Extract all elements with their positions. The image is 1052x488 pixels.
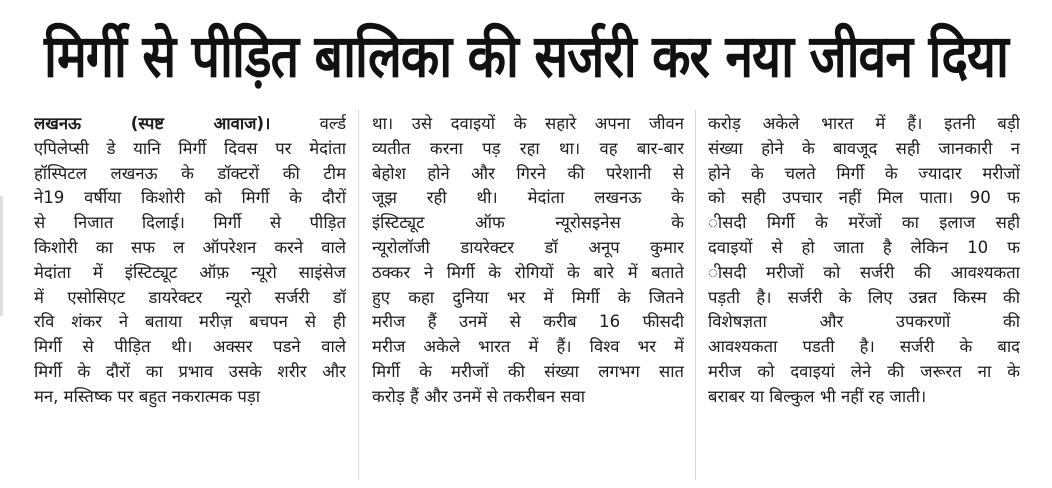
article-line: किशोरी का सफ ल ऑपरेशन करने वाले <box>34 237 346 257</box>
article-line: मिर्गी के मरीजों की संख्या लगभग सात <box>372 361 684 381</box>
article-line: न्यूरोलॉजी डायरेक्टर डॉ अनूप कुमार <box>372 237 684 257</box>
article-line: इंस्टिट्यूट ऑफ न्यूरोसइनेस के <box>372 213 684 233</box>
article-line: दवाइयों से हो जाता है लेकिन 10 फ <box>708 237 1020 257</box>
column-divider <box>695 110 696 480</box>
article-line: ीसदी मरीजों को सर्जरी की आवश्यकता <box>708 262 1020 282</box>
article-line: मरीज अकेले भारत में हैं। विश्व भर में <box>372 337 684 357</box>
article-line: करोड़ हैं और उनमें से तकरीबन सवा <box>372 386 586 406</box>
article-line: ीसदी मिर्गी के मरेंजों का इलाज सही <box>708 213 1020 233</box>
article-line: बराबर या बिल्कुल भी नहीं रह जाती। <box>708 386 927 406</box>
article-line: होने के चलते मिर्गी के ज्यादार मरीजों <box>708 163 1020 183</box>
article-line: पड़ती है। सर्जरी के लिए उन्नत किस्म की <box>708 287 1020 307</box>
article-line <box>34 112 346 137</box>
article-line: मरीज को दवाइयां लेने की जरूरत ना के <box>708 361 1020 381</box>
article-line: ने19 वर्षीया किशोरी को मिर्गी के दौरों <box>34 188 346 208</box>
article-line: था। उसे दवाइयों के सहारे अपना जीवन <box>372 114 684 133</box>
article-line: व्यतीत करना पड़ रहा था। वह बार-बार <box>372 138 684 158</box>
article-line: हुए कहा दुनिया भर में मिर्गी के जितने <box>372 287 684 307</box>
article-line: मन, मस्तिष्क पर बहुत नकरात्मक पड़ा <box>34 386 261 406</box>
article-line: ठक्कर ने मिर्गी के रोगियों के बारे में बताते <box>372 262 684 282</box>
article-line: करोड़ अकेले भारत में हैं। इतनी बड़ी <box>708 114 1020 133</box>
article-line: मिर्गी से पीड़ित थी। अक्सर पडने वाले <box>34 337 346 357</box>
article-line: हॉस्पिटल लखनऊ के डॉक्टरों की टीम <box>34 163 346 183</box>
article-line: से निजात दिलाई। मिर्गी से पीड़ित <box>34 213 346 233</box>
article-line: संख्या होने के बावजूद सही जानकारी न <box>708 138 1020 158</box>
article-line: को सही उपचार नहीं मिल पाता। 90 फ <box>708 188 1020 208</box>
article-line: आवश्यकता पडती है। सर्जरी के बाद <box>708 337 1020 357</box>
page-edge-mark <box>0 196 3 316</box>
article-column-1 <box>34 112 346 410</box>
article-line: बेहोश होने और गिरने की परेशानी से <box>372 163 684 183</box>
article-line: रवि शंकर ने बताया मरीज़ बचपन से ही <box>34 312 346 332</box>
article-line: एपिलेप्सी डे यानि मिर्गी दिवस पर मेदांता <box>34 138 346 158</box>
article-text: वर्ल्ड <box>270 114 346 133</box>
article-column-3 <box>708 112 1020 410</box>
article-line: मिर्गी के दौरों का प्रभाव उसके शरीर और <box>34 361 346 381</box>
article-line: विशेषज्ञता और उपकरणों की <box>708 312 1020 332</box>
article-line: में एसोसिएट डायरेक्टर न्यूरो सर्जरी डॉ <box>34 287 346 307</box>
dateline: लखनऊ (स्पष्ट आवाज)। <box>34 114 271 133</box>
article-line: मेदांता में इंस्टिट्यूट ऑफ़ न्यूरो साइंसेज <box>34 262 346 282</box>
article-line: मरीज हैं उनमें से करीब 16 फीसदी <box>372 312 684 332</box>
article-line: जूझ रही थी। मेदांता लखनऊ के <box>372 188 684 208</box>
column-divider <box>358 110 359 480</box>
article-column-2 <box>372 112 684 410</box>
headline: मिर्गी से पीड़ित बालिका की सर्जरी कर नया जीवन दिया <box>44 22 1008 91</box>
